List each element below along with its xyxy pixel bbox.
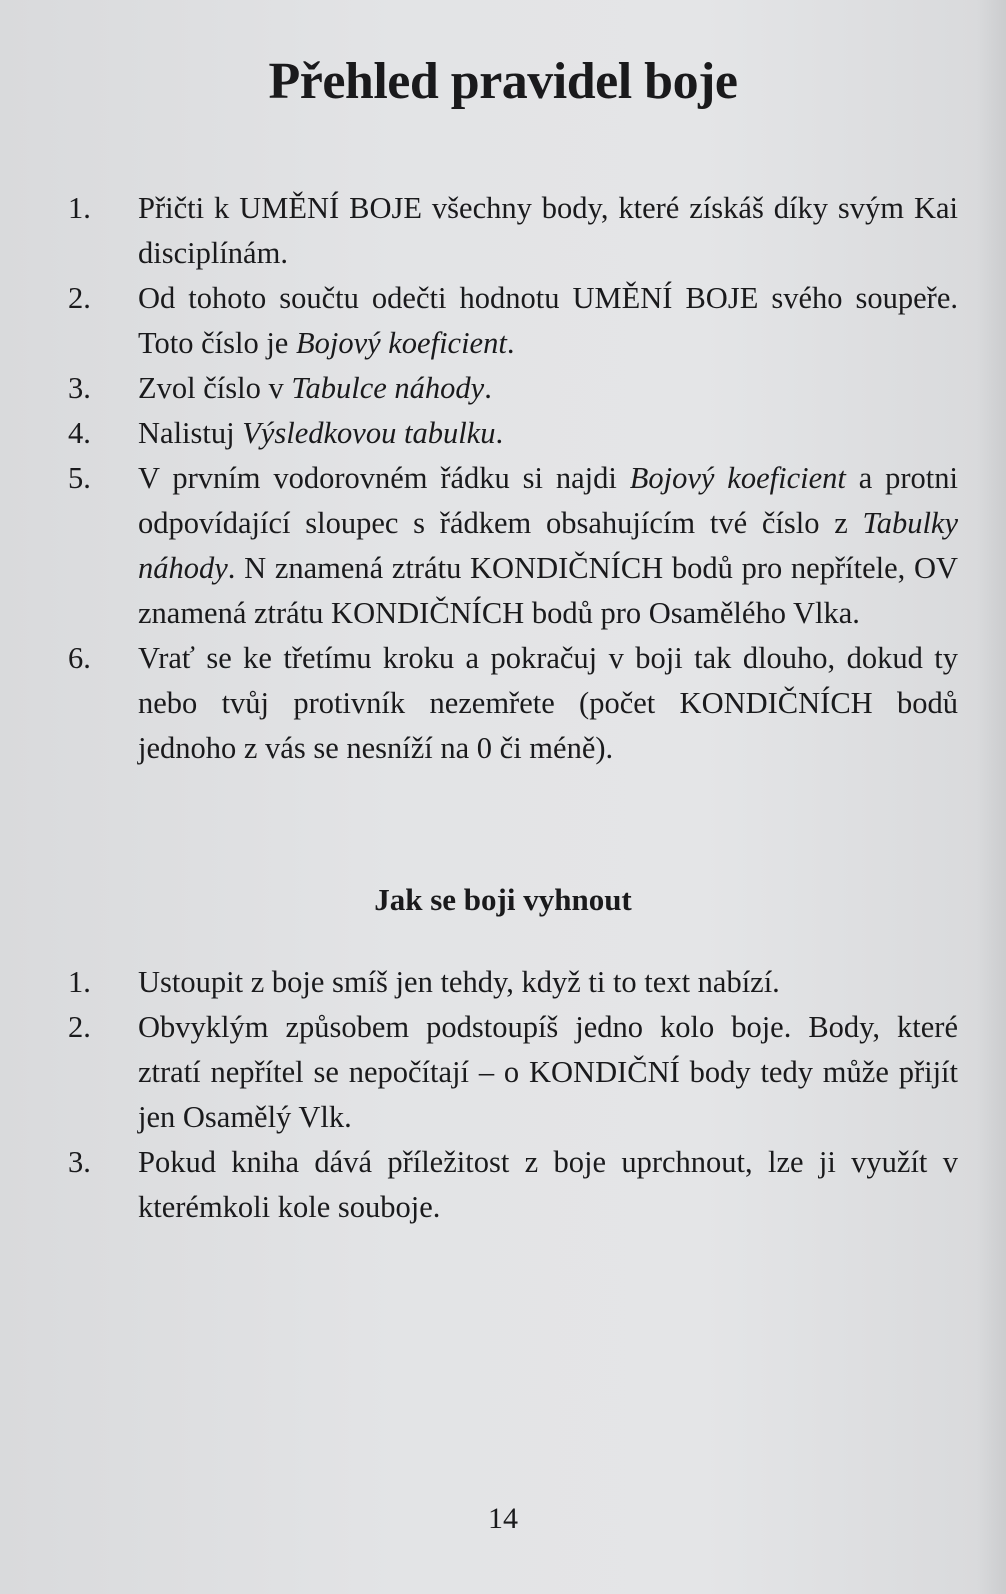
list-item (68, 456, 958, 636)
text-run: Nalistuj (138, 416, 243, 450)
list-item (68, 276, 958, 366)
item-text: Přičti k UMĚNÍ BOJE všechny body, které získáš díky svým Kai disciplínám. (138, 191, 958, 270)
item-text (138, 416, 503, 450)
item-number: 3. (68, 1145, 91, 1179)
text-run: Od tohoto součtu odečti hodnotu UMĚNÍ BOJE svého soupeře. Toto číslo je (138, 281, 958, 360)
text-run: . (484, 371, 492, 405)
text-run: . N znamená ztrátu KONDIČNÍCH bodů pro nepřítele, OV znamená ztrátu KONDIČNÍCH bodů pro Osamělého Vlka. (138, 551, 958, 630)
emphasized-term: Bojový koeficient (629, 461, 846, 495)
combat-rules-list (68, 186, 958, 771)
text-run: V prvním vodorovném řádku si najdi (138, 461, 630, 495)
emphasized-term: Tabulce náhody (291, 371, 485, 405)
text-run: Zvol číslo v (138, 371, 292, 405)
section-heading: Jak se boji vyhnout (374, 882, 632, 917)
list-item (68, 1140, 958, 1230)
list-item (68, 186, 958, 276)
item-number: 6. (68, 641, 91, 675)
emphasized-term: Bojový koeficient (295, 326, 507, 360)
list-item (68, 366, 958, 411)
text-run: . (506, 326, 515, 360)
item-number: 5. (68, 461, 91, 495)
list-item (68, 636, 958, 771)
page-number: 14 (488, 1502, 518, 1535)
item-text: Vrať se ke třetímu kroku a pokračuj v boji tak dlouho, dokud ty nebo tvůj protivník nezemřete (počet KONDIČNÍCH bodů jednoho z vás se nesníží na 0 či méně). (138, 641, 958, 765)
item-number: 1. (68, 191, 91, 225)
item-number: 3. (68, 371, 91, 405)
item-text: Obvyklým způsobem podstoupíš jedno kolo boje. Body, které ztratí nepřítel se nepočítají – o KONDIČNÍ body tedy může přijít jen Osamělý Vlk. (138, 1010, 958, 1134)
item-number: 2. (68, 281, 91, 315)
emphasized-term: Tabulky náhody (138, 506, 958, 585)
item-number: 2. (68, 1010, 91, 1044)
emphasized-term: Výsledkovou tabulku (242, 416, 496, 450)
list-item (68, 1005, 958, 1140)
list-item (68, 960, 958, 1005)
item-text (138, 461, 958, 630)
item-text (138, 371, 492, 405)
text-run: . (495, 416, 504, 450)
evade-rules-list (68, 960, 958, 1230)
text-run: a protni odpovídající sloupec s řádkem obsahujícím tvé číslo z (138, 461, 958, 540)
list-item (68, 411, 958, 456)
item-number: 4. (68, 416, 91, 450)
item-text: Pokud kniha dává příležitost z boje uprchnout, lze ji využít v kterémkoli kole souboje. (138, 1145, 958, 1224)
item-text (138, 281, 958, 360)
item-text: Ustoupit z boje smíš jen tehdy, když ti to text nabízí. (138, 965, 780, 999)
item-number: 1. (68, 965, 91, 999)
page-edge-shadow (976, 0, 1006, 1594)
page-title: Přehled pravidel boje (268, 53, 738, 110)
